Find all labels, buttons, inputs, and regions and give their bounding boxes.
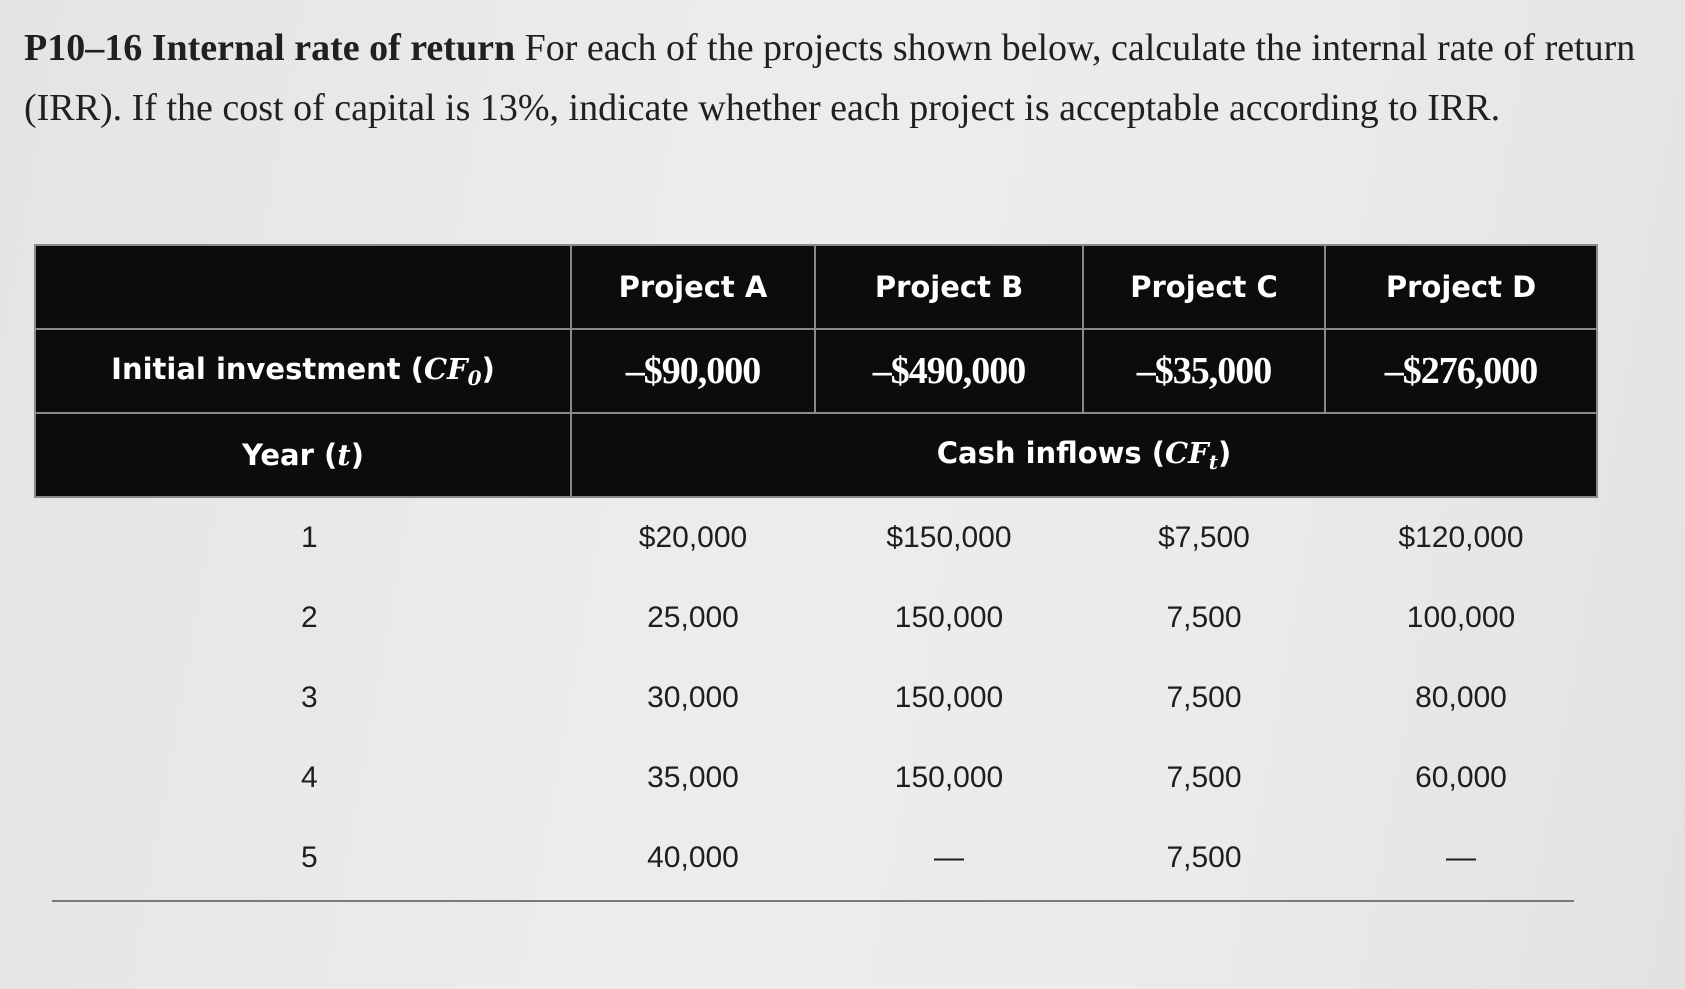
project-b-cash-inflow: 150,000 (894, 761, 1004, 794)
table-row (35, 578, 1597, 658)
table-row (35, 738, 1597, 818)
year-cell: 2 (301, 601, 318, 634)
project-header-row (35, 245, 1597, 329)
project-d-cash-inflow: $120,000 (1398, 521, 1524, 554)
project-a-initial-investment: –$90,000 (571, 329, 815, 413)
project-b-cash-inflow: — (934, 841, 964, 874)
year-cell: 1 (301, 521, 318, 554)
table-row (35, 818, 1597, 898)
project-a-cash-inflow: 25,000 (647, 601, 739, 634)
project-d-initial-investment: –$276,000 (1325, 329, 1597, 413)
year-cell: 3 (301, 681, 318, 714)
project-a-cash-inflow: 40,000 (647, 841, 739, 874)
problem-statement (24, 18, 1664, 138)
table-row (35, 497, 1597, 578)
project-c-initial-investment: –$35,000 (1083, 329, 1325, 413)
year-header: Year (t) (35, 413, 571, 497)
project-d-cash-inflow: 100,000 (1406, 601, 1516, 634)
cash-inflows-header: Cash inflows $(CF_t)$ (571, 413, 1597, 497)
project-b-cash-inflow: 150,000 (894, 681, 1004, 714)
project-a-cash-inflow: $20,000 (638, 521, 748, 554)
project-c-header: Project C (1083, 245, 1325, 329)
project-c-cash-inflow: 7,500 (1166, 761, 1242, 794)
cash-flow-table (34, 244, 1598, 898)
project-c-cash-inflow: 7,500 (1166, 601, 1242, 634)
table-bottom-rule (52, 900, 1574, 902)
initial-investment-row (35, 329, 1597, 413)
project-d-cash-inflow: — (1446, 841, 1476, 874)
project-c-cash-inflow: 7,500 (1166, 841, 1242, 874)
header-corner-cell (35, 245, 571, 329)
cash-flow-table-container (34, 244, 1596, 898)
project-d-cash-inflow: 80,000 (1415, 681, 1507, 714)
project-b-header: Project B (815, 245, 1083, 329)
year-header-row (35, 413, 1597, 497)
project-d-cash-inflow: 60,000 (1415, 761, 1507, 794)
initial-investment-label: Initial investment $(CF_0)$ (35, 329, 571, 413)
project-c-cash-inflow: 7,500 (1166, 681, 1242, 714)
project-b-cash-inflow: 150,000 (894, 601, 1004, 634)
project-b-cash-inflow: $150,000 (886, 521, 1012, 554)
year-cell: 4 (301, 761, 318, 794)
project-a-header: Project A (571, 245, 815, 329)
project-a-cash-inflow: 30,000 (647, 681, 739, 714)
year-cell: 5 (301, 841, 318, 874)
table-row (35, 658, 1597, 738)
project-b-initial-investment: –$490,000 (815, 329, 1083, 413)
problem-title: P10–16 Internal rate of return (24, 27, 516, 69)
project-d-header: Project D (1325, 245, 1597, 329)
project-a-cash-inflow: 35,000 (647, 761, 739, 794)
problem-text: For each of the projects shown below, calculate the internal rate of return (IRR). If the cost of capital is 13%, indicate whether each project is acceptable according to IRR. (24, 27, 1636, 129)
project-c-cash-inflow: $7,500 (1158, 521, 1250, 554)
